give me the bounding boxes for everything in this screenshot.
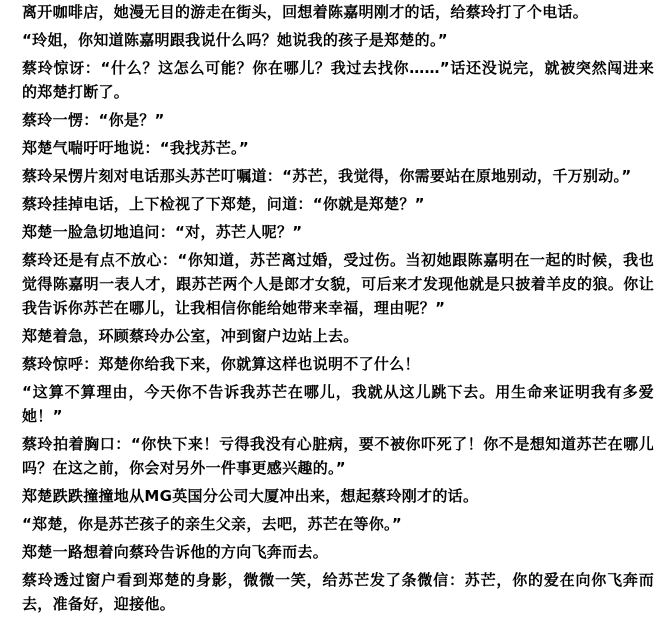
paragraph: 蔡玲拍着胸口：“你快下来！亏得我没有心脏病，要不被你吓死了！你不是想知道苏芒在哪儿吗？在这之前，你会对另外一件事更感兴趣的。”: [22, 435, 654, 477]
paragraph: 蔡玲一愣：“你是？”: [22, 111, 165, 129]
paragraph: 郑楚跌跌撞撞地从MG英国分公司大厦冲出来，想起蔡玲刚才的话。: [22, 487, 479, 505]
paragraph: “这算不算理由，今天你不告诉我苏芒在哪儿，我就从这儿跳下去。用生命来证明我有多爱她！”: [22, 383, 654, 425]
paragraph: 蔡玲惊讶：“什么？这怎么可能？你在哪儿？我过去找你……”话还没说完，就被突然闯进来的郑楚打断了。: [22, 59, 654, 101]
paragraph: 蔡玲惊呼：郑楚你给我下来，你就算这样也说明不了什么！: [22, 355, 420, 373]
paragraph: 郑楚一脸急切地追问：“对，苏芒人呢？”: [22, 223, 303, 241]
paragraph: 郑楚气喘吁吁地说：“我找苏芒。”: [22, 139, 250, 157]
paragraph: 离开咖啡店，她漫无目的游走在街头，回想着陈嘉明刚才的话，给蔡玲打了个电话。: [22, 3, 589, 21]
paragraph: 蔡玲挂掉电话，上下检视了下郑楚，问道：“你就是郑楚？”: [22, 195, 425, 213]
paragraph: “玲姐，你知道陈嘉明跟我说什么吗？她说我的孩子是郑楚的。”: [22, 31, 448, 49]
paragraph: 蔡玲透过窗户看到郑楚的身影，微微一笑，给苏芒发了条微信：苏芒，你的爱在向你飞奔而去，准备好，迎接他。: [22, 571, 654, 613]
paragraph: 蔡玲呆愣片刻对电话那头苏芒叮嘱道：“苏芒，我觉得，你需要站在原地别动，千万别动。”: [22, 167, 632, 185]
paragraph: 郑楚一路想着向蔡玲告诉他的方向飞奔而去。: [22, 543, 329, 561]
paragraph: “郑楚，你是苏芒孩子的亲生父亲，去吧，苏芒在等你。”: [22, 515, 403, 533]
paragraph: 郑楚着急，环顾蔡玲办公室，冲到窗户边站上去。: [22, 327, 359, 345]
paragraph: 蔡玲还是有点不放心：“你知道，苏芒离过婚，受过伤。当初她跟陈嘉明在一起的时候，我也觉得陈嘉明一表人才，跟苏芒两个人是郎才女貌，可后来才发现他就是只披着羊皮的狼。你让我告诉你苏芒在哪儿，让我相信你能给她带来幸福，理由呢？”: [22, 251, 654, 317]
